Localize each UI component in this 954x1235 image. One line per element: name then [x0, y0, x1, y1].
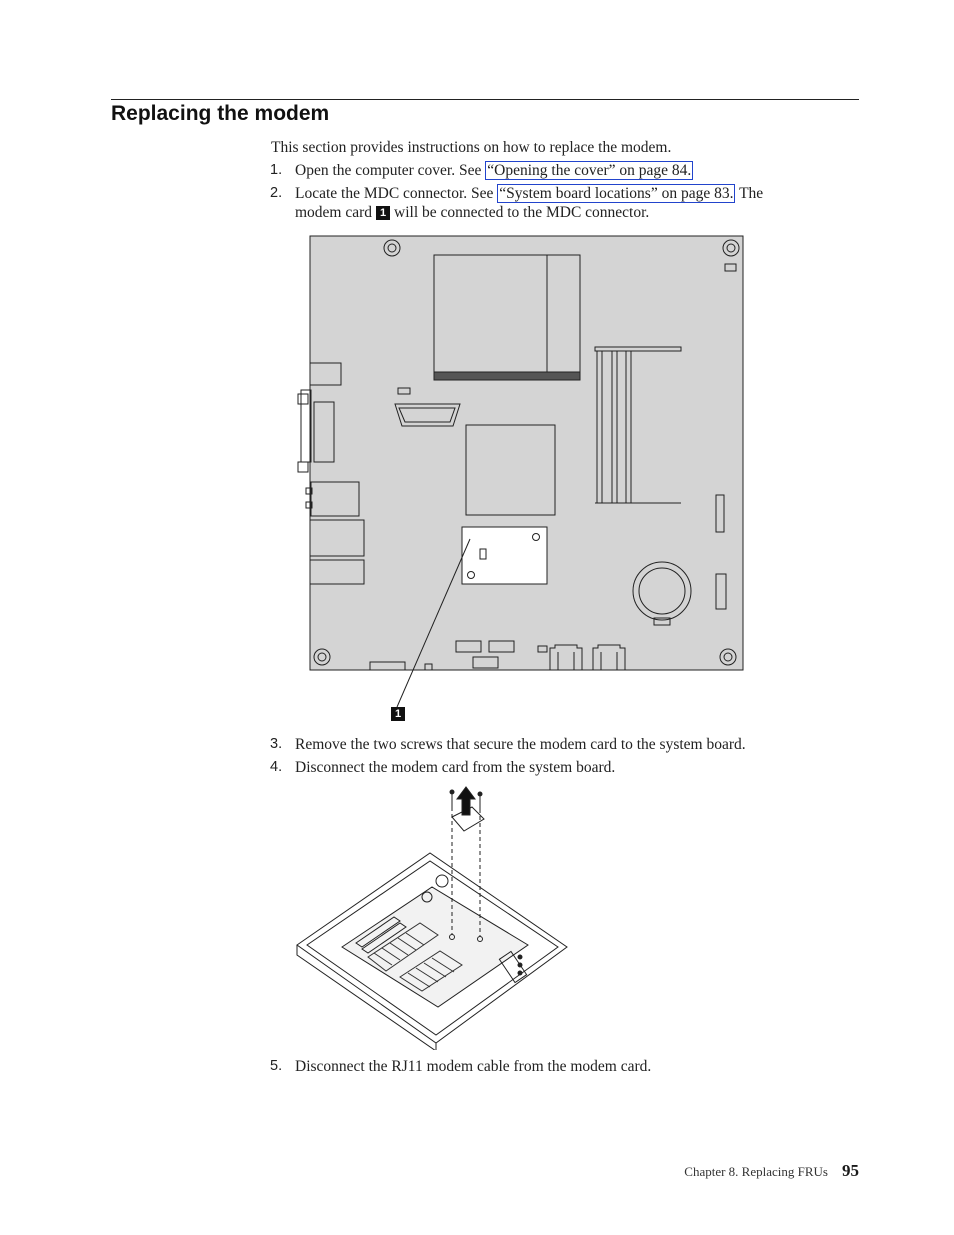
- step-text: Disconnect the modem card from the system board.: [295, 759, 616, 776]
- step-text-line2: modem card: [295, 204, 373, 221]
- step-text-line2-end: will be connected to the MDC connector.: [394, 204, 650, 221]
- step-number: 5.: [270, 1058, 283, 1074]
- opening-cover-link[interactable]: “Opening the cover” on page 84.: [487, 162, 692, 179]
- system-board-locations-link[interactable]: “System board locations” on page 83.: [499, 185, 734, 202]
- page-footer: [600, 1161, 859, 1181]
- modem-removal-figure: [290, 785, 580, 1050]
- footer-chapter: Chapter 8. Replacing FRUs: [684, 1164, 828, 1179]
- step-number: 3.: [270, 736, 283, 752]
- system-board-figure: [295, 232, 750, 724]
- step-text: Disconnect the RJ11 modem cable from the modem card.: [295, 1058, 652, 1075]
- intro-paragraph: This section provides instructions on how to replace the modem.: [271, 139, 672, 156]
- callout-1: 1: [376, 206, 390, 220]
- page-title: Replacing the modem: [111, 102, 330, 125]
- step-text: Open the computer cover. See: [295, 162, 486, 179]
- step-number: 2.: [270, 185, 283, 201]
- step-number: 1.: [270, 162, 283, 178]
- page-number: 95: [842, 1161, 859, 1180]
- step-text-cont: The: [735, 185, 764, 202]
- heading-rule: [111, 99, 859, 100]
- step-text: Remove the two screws that secure the modem card to the system board.: [295, 736, 746, 753]
- figure-callout-1: 1: [391, 707, 405, 721]
- step-text: Locate the MDC connector. See: [295, 185, 498, 202]
- step-number: 4.: [270, 759, 283, 775]
